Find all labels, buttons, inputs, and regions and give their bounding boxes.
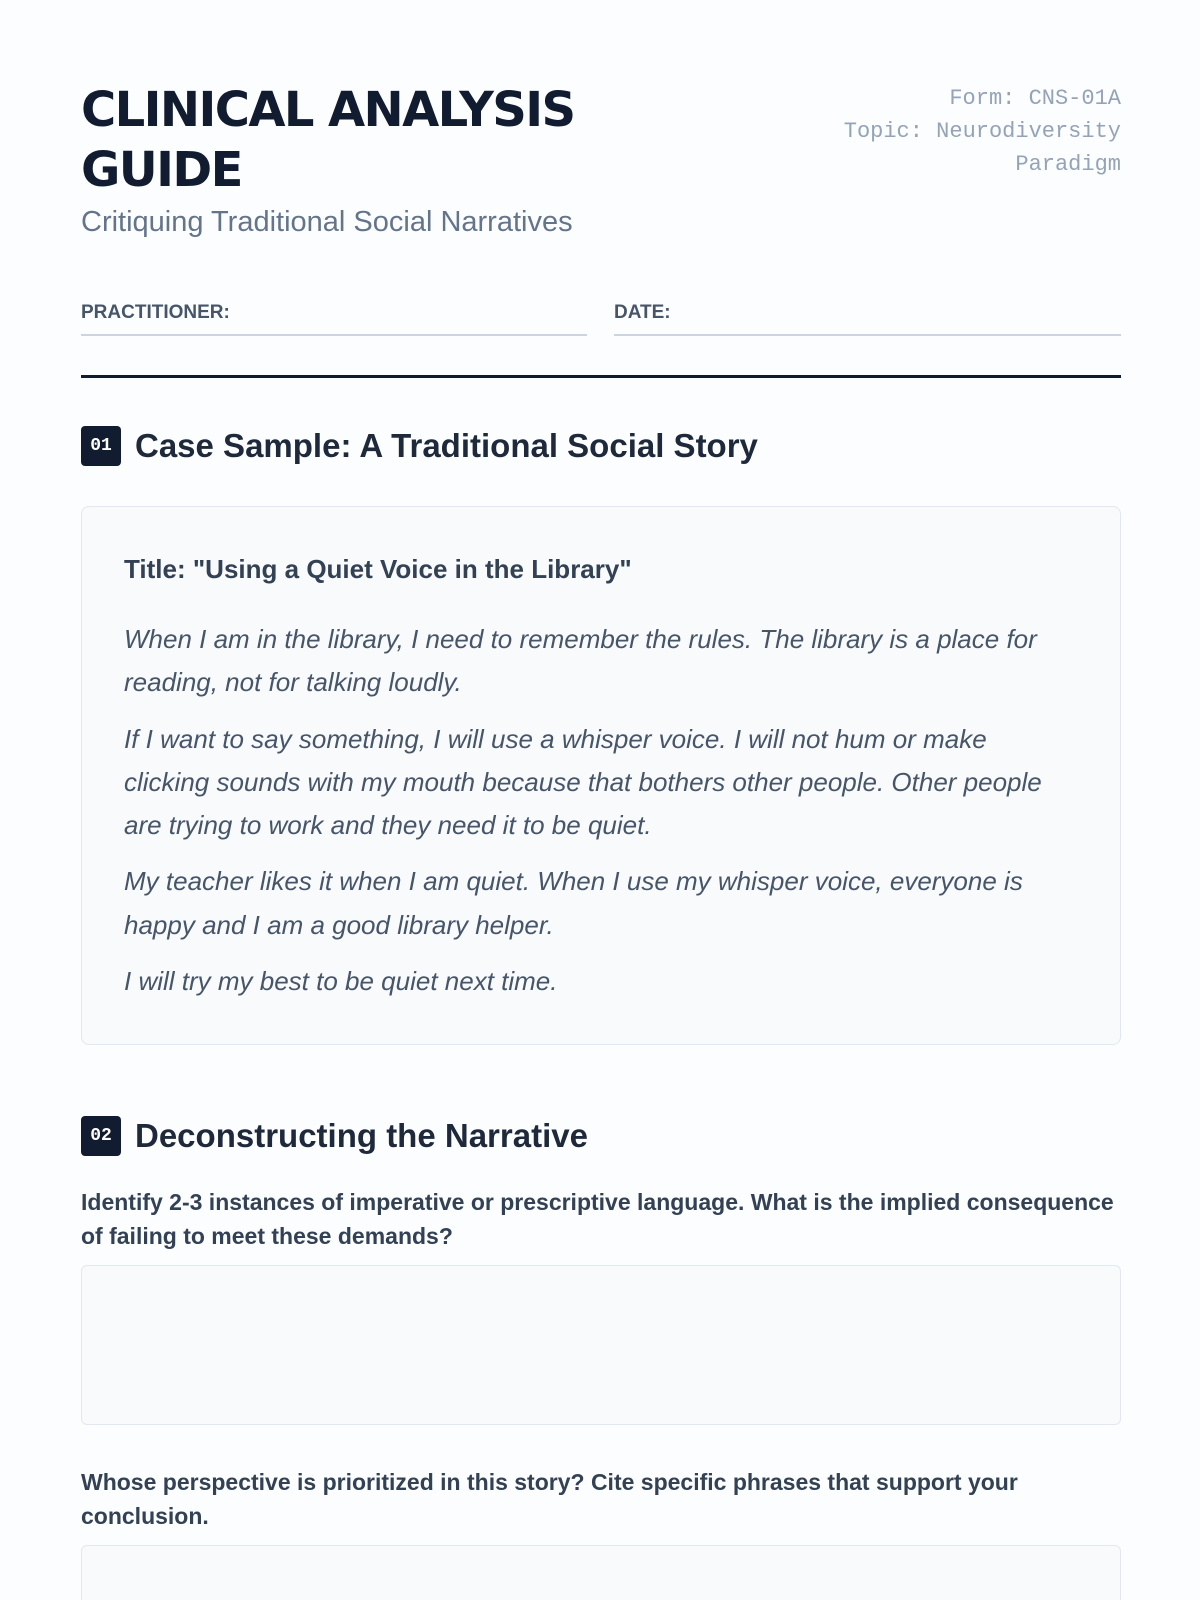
practitioner-label: PRACTITIONER: bbox=[81, 302, 230, 323]
section-02-header bbox=[81, 1115, 1121, 1157]
document-header bbox=[81, 80, 1121, 250]
story-paragraph: I will try my best to be quiet next time. bbox=[124, 966, 558, 997]
practitioner-field bbox=[81, 300, 587, 336]
document-title: CLINICAL ANALYSIS GUIDE bbox=[81, 82, 575, 198]
section-number-badge: 01 bbox=[81, 426, 121, 466]
story-paragraph: When I am in the library, I need to remember the rules. The library is a place for reading, not for talking loudly. bbox=[124, 624, 1037, 698]
form-id: Form: CNS-01A bbox=[949, 86, 1121, 111]
answer-textarea[interactable] bbox=[81, 1545, 1121, 1600]
form-topic: Topic: Neurodiversity Paradigm bbox=[843, 119, 1121, 177]
story-card bbox=[81, 506, 1121, 1045]
date-input[interactable] bbox=[694, 300, 1034, 330]
practitioner-date-fields bbox=[81, 300, 1121, 336]
date-label: DATE: bbox=[614, 302, 671, 323]
answer-textarea[interactable] bbox=[81, 1265, 1121, 1425]
document-subtitle: Critiquing Traditional Social Narratives bbox=[81, 206, 573, 238]
worksheet-page bbox=[81, 0, 1121, 1600]
section-title: Case Sample: A Traditional Social Story bbox=[135, 427, 758, 464]
practitioner-input[interactable] bbox=[231, 300, 571, 330]
form-meta bbox=[781, 82, 1121, 181]
question-prompt: Whose perspective is prioritized in this story? Cite specific phrases that support your conclusion. bbox=[81, 1469, 1018, 1529]
story-paragraph: My teacher likes it when I am quiet. When I use my whisper voice, everyone is happy and I am a good library helper. bbox=[124, 866, 1023, 940]
date-field bbox=[614, 300, 1121, 336]
section-title: Deconstructing the Narrative bbox=[135, 1117, 588, 1154]
story-title: Title: "Using a Quiet Voice in the Library" bbox=[124, 554, 632, 584]
section-number-badge: 02 bbox=[81, 1116, 121, 1156]
story-paragraph: If I want to say something, I will use a whisper voice. I will not hum or make clicking sounds with my mouth because that bothers other people. Other people are trying to work and they need it to be quiet. bbox=[124, 723, 1042, 841]
question-prompt: Identify 2-3 instances of imperative or prescriptive language. What is the implied consequence of failing to meet these demands? bbox=[81, 1189, 1114, 1249]
header-divider bbox=[81, 375, 1121, 378]
section-01-header bbox=[81, 425, 1121, 467]
